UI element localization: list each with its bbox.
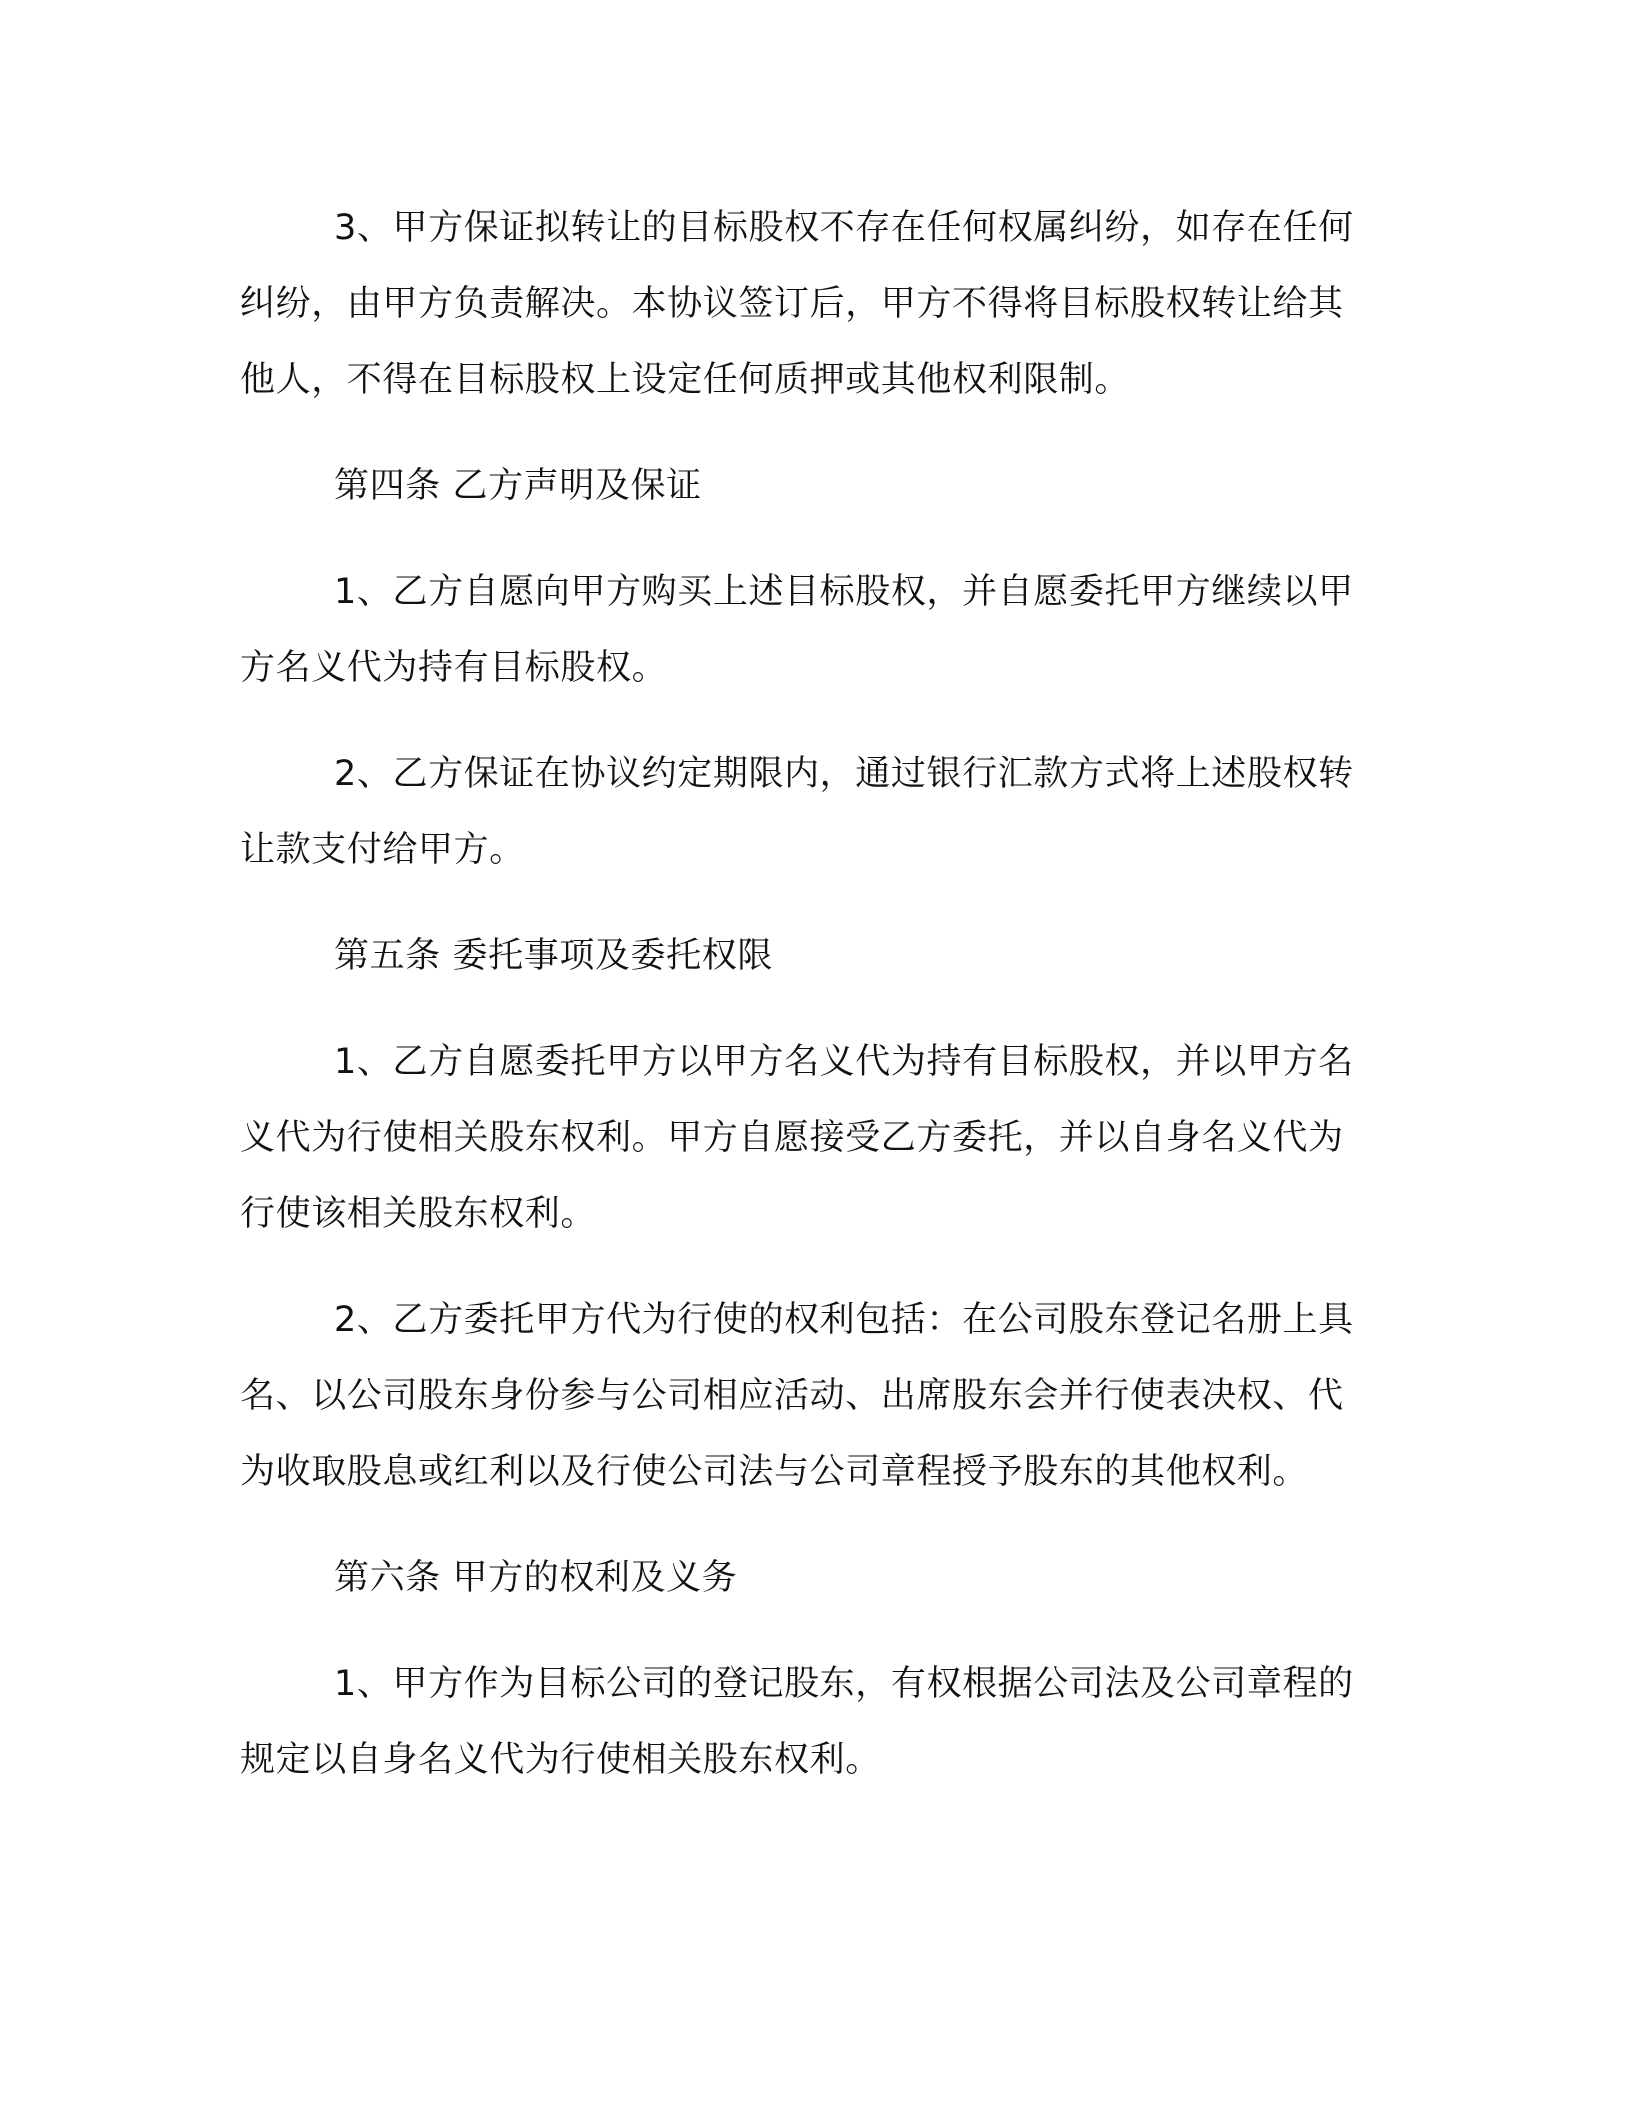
- article-6-heading: 第六条 甲方的权利及义务: [334, 1558, 738, 1598]
- paragraph-spacer: [240, 1252, 1375, 1282]
- article-5-item-2: 2、乙方委托甲方代为行使的权利包括：在公司股东登记名册上具名、以公司股东身份参与公司相应活动、出席股东会并行使表决权、代为收取股息或红利以及行使公司法与公司章程授予股东的其他权利。: [240, 1300, 1354, 1492]
- paragraph-spacer: [240, 888, 1375, 918]
- paragraph-spacer: [240, 994, 1375, 1024]
- article-5-heading: 第五条 委托事项及委托权限: [334, 936, 773, 976]
- paragraph-spacer: [240, 418, 1375, 448]
- paragraph-spacer: [240, 524, 1375, 554]
- paragraph-spacer: [240, 706, 1375, 736]
- paragraph-spacer: [240, 1616, 1375, 1646]
- article-4-item-1: 1、乙方自愿向甲方购买上述目标股权，并自愿委托甲方继续以甲方名义代为持有目标股权。: [240, 572, 1354, 688]
- paragraph-3-warranty-title: 3、甲方保证拟转让的目标股权不存在任何权属纠纷，如存在任何纠纷，由甲方负责解决。本协议签订后，甲方不得将目标股权转让给其他人，不得在目标股权上设定任何质押或其他权利限制。: [240, 208, 1354, 400]
- article-5-item-1: 1、乙方自愿委托甲方以甲方名义代为持有目标股权，并以甲方名义代为行使相关股东权利。甲方自愿接受乙方委托，并以自身名义代为行使该相关股东权利。: [240, 1042, 1354, 1234]
- document-body: [240, 190, 1375, 1798]
- article-4-heading: 第四条 乙方声明及保证: [334, 466, 702, 506]
- article-6-item-1: 1、甲方作为目标公司的登记股东，有权根据公司法及公司章程的规定以自身名义代为行使相关股东权利。: [240, 1664, 1354, 1780]
- article-4-item-2: 2、乙方保证在协议约定期限内，通过银行汇款方式将上述股权转让款支付给甲方。: [240, 754, 1354, 870]
- paragraph-spacer: [240, 1510, 1375, 1540]
